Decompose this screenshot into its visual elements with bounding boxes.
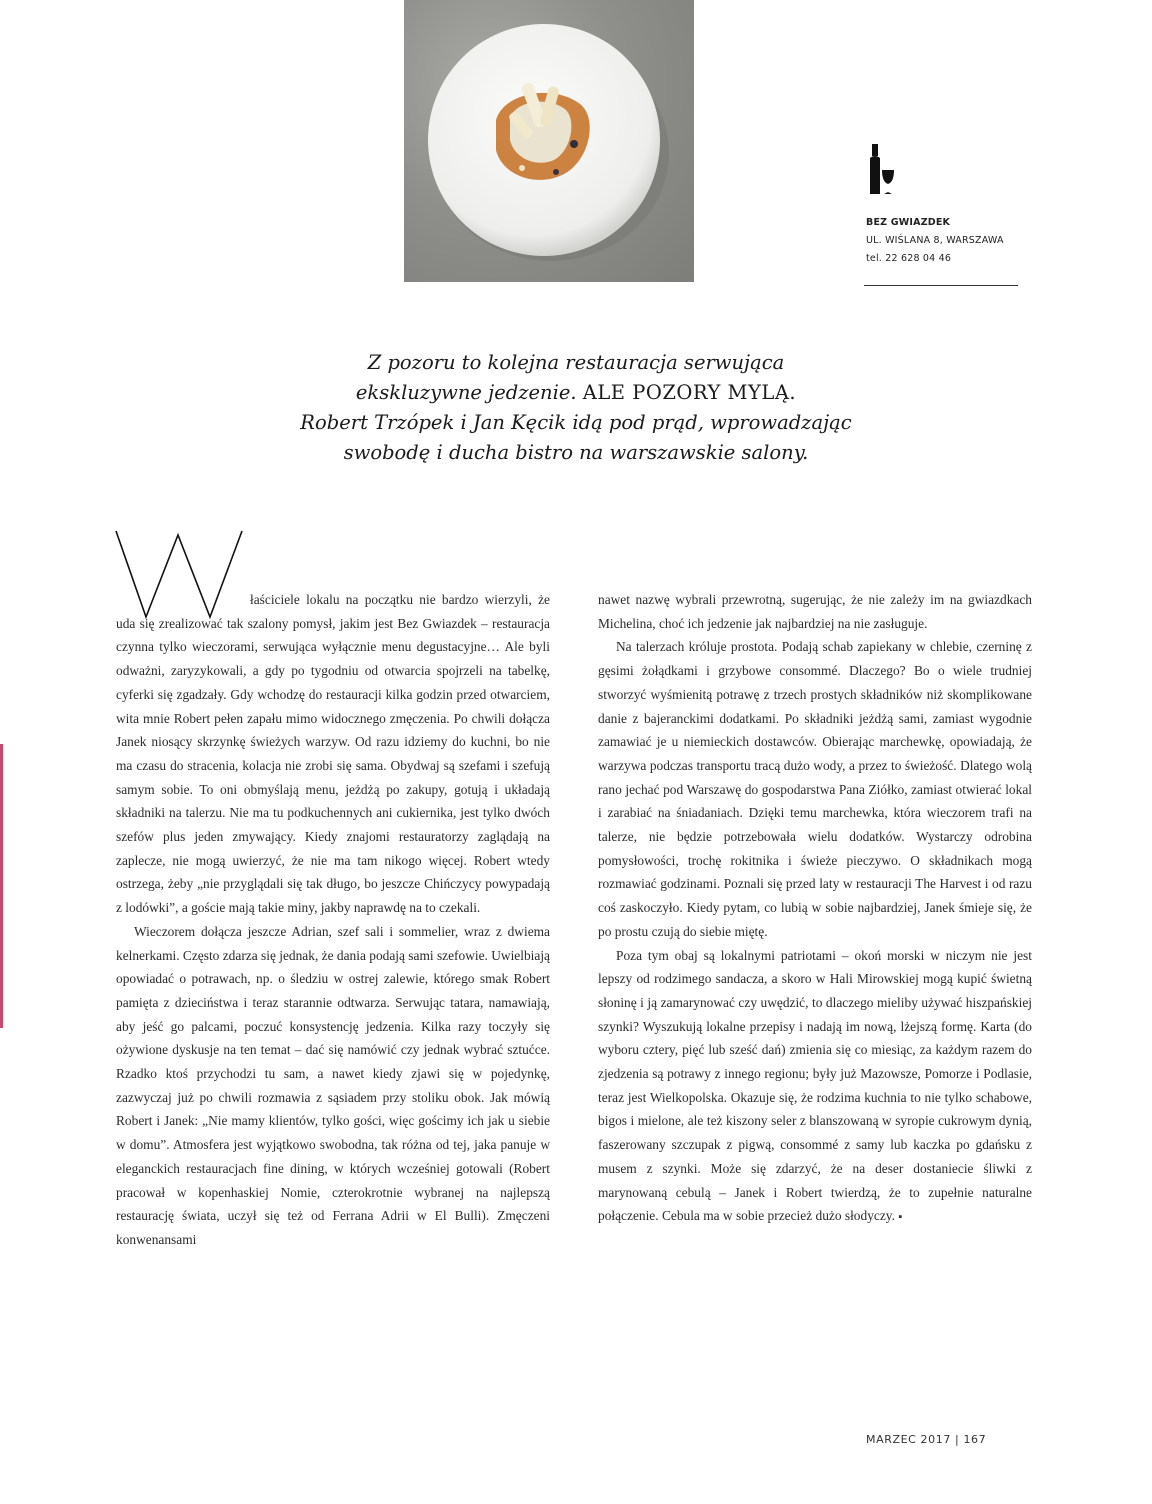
lead-line <box>230 378 922 408</box>
restaurant-name: BEZ GWIAZDEK <box>866 217 951 228</box>
article-paragraph: nawet nazwę wybrali przewrotną, sugerując, że nie zależy im na gwiazdkach Michelina, choć ich jedzenie jak najbardziej na nie zasługuje. <box>598 592 1032 631</box>
article-paragraph <box>598 944 1032 1230</box>
lead-line: Robert Trzópek i Jan Kęcik idą pod prąd, wprowadzając <box>300 411 852 434</box>
page-number: 167 <box>963 1433 987 1446</box>
issue-label: MARZEC 2017 <box>866 1433 951 1446</box>
lead-line: swobodę i ducha bistro na warszawskie salony. <box>343 441 809 464</box>
plate-illustration <box>404 0 694 282</box>
berry <box>519 165 525 171</box>
lead-line-part: ekskluzywne jedzenie. <box>355 381 577 404</box>
article-paragraph: Wieczorem dołącza jeszcze Adrian, szef sali i sommelier, wraz z dwiema kelnerkami. Często zdarza się jednak, że dania podają sami szefowie. Uwielbiają opowiadać o potrawach, np. o śledziu w ostrej zalewie, którego smak Robert pamięta z dzieciństwa i teraz starannie odtwarza. Serwując tatara, namawiają, aby jeść go palcami, poczuć konsystencję jedzenia. Kilka razy toczyły się ożywione dyskusje na ten temat – dać się namówić czy jednak wybrać sztućce. Rzadko ktoś przychodzi tu sam, a nawet kiedy zjawi się w pojedynkę, zazwyczaj już po chwili rozmawia z sąsiadem przy stoliku obok. Jak mówią Robert i Janek: „Nie mamy klientów, tylko gości, więc gościmy ich jak u siebie w domu”. Atmosfera jest wyjątkowo swobodna, tak różna od tej, jaka panuje w eleganckich restauracjach fine dining, w których wcześniej gotowali (Robert pracował w kopenhaskiej Nomie, czterokrotnie wybranej na najlepszą restaurację świata, uczył się też od Ferrana Adrii w El Bulli). Zmęczeni konwenansami <box>116 923 550 1247</box>
folio-separator: | <box>955 1433 960 1446</box>
page-edge-mark <box>0 744 3 1028</box>
dish-photo <box>404 0 694 282</box>
wine-bottle-glass-icon <box>866 144 896 196</box>
lead-line: Z pozoru to kolejna restauracja serwująca <box>367 351 785 374</box>
berry <box>553 169 559 175</box>
restaurant-phone: tel. 22 628 04 46 <box>866 253 952 264</box>
article-paragraph: łaściciele lokalu na początku nie bardzo wierzyli, że uda się zrealizować tak szalony pomysł, jakim jest Bez Gwiazdek – restauracja czynna tylko wieczorami, serwująca wyłącznie menu degustacyjne… Ale byli odważni, zaryzykowali, a gdy po tygodniu od otwarcia spojrzeli na tabelkę, cyferki się zgadzały. Gdy wchodzę do restauracji kilka godzin przed otwarciem, wita mnie Robert pełen zapału mimo widocznego zmęczenia. Po chwili dołącza Janek niosący skrzynkę świeżych warzyw. Od razu idziemy do kuchni, bo nie ma czasu do stracenia, kolacja nie zrobi się sama. Obydwaj są szefami i szefują samym sobie. To oni obmyślają menu, jeżdżą po zakupy, gotują i układają składniki na talerzu. Nie ma tu podkuchennych ani cukiernika, jest tylko dwóch szefów plus jeden zmywający. Kiedy znajomi restauratorzy zaglądają na zaplecze, nie mogą uwierzyć, że nie ma tam nikogo więcej. Robert wtedy ostrzega, żeby „nie przyglądali się tak długo, bo jeszcze Chińczycy powypadają z lodówki”, a goście mają takie miny, jakby naprawdę na to czekali. <box>116 592 550 916</box>
article-paragraph: Na talerzach króluje prostota. Podają schab zapiekany w chlebie, czerninę z gęsimi żołądkami i grzybowe consommé. Dlaczego? Bo o wiele trudniej stworzyć wyśmienitą potrawę z trzech prostych składników niż skomplikowane danie z bajeranckimi dodatkami. Po składniki jeżdżą sami, zamiast wygodnie zamawiać je u niemieckich dostawców. Obierając marchewkę, opowiadają, że warzywa podczas transportu tracą dużo wody, a przez to świeżość. Dlatego wolą rano jechać pod Warszawę do gospodarstwa Pana Ziółko, zamiast otwierać lokal i zarabiać na śniadaniach. Dzięki temu marchewka, która wieczorem trafi na talerze, nie będzie potrzebowała wielu dodatków. Wystarczy odrobina pomysłowości, trochę rokitnika i świeże pieczywo. O składnikach mogą rozmawiać godzinami. Poznali się przed laty w restauracji The Harvest i od razu coś zaskoczyło. Kiedy pytam, co lubią w sobie najbardziej, Janek śmieje się, że po prostu czują do siebie miętę. <box>598 639 1032 939</box>
lead-emphasis: ALE POZORY MYLĄ. <box>582 381 797 404</box>
restaurant-address: UL. WIŚLANA 8, WARSZAWA <box>866 235 1004 246</box>
article-paragraph-text: Poza tym obaj są lokalnymi patriotami – okoń morski w niczym nie jest lepszy od rodzimego sandacza, a skoro w Hali Mirowskiej mogą kupić świetną słoninę i ją zamarynować czy uwędzić, to dlaczego mieliby używać hiszpańskiej szynki? Wyszukują lokalne przepisy i nadają im nową, lżejszą formę. Karta (do wyboru cztery, pięć lub sześć dań) zmienia się co miesiąc, za każdym razem do zjedzenia są potrawy z innego regionu; były już Mazowsze, Pomorze i Podlasie, teraz jest Wielkopolska. Okazuje się, że rodzima kuchnia to nie tylko schabowe, bigos i mielone, ale też kiszony seler z blanszowaną w syropie cukrowym dynią, faszerowany szczupak z pigwą, consommé z samy lub kaczka po gdańsku z musem z szynki. Może się zdarzyć, że na deser dostaniecie śliwki z marynowaną cebulą – Janek i Robert twierdzą, że to zupełnie naturalne połączenie. Cebula ma w sobie przecież dużo słodyczy. <box>598 947 1032 1224</box>
lead-paragraph <box>230 348 922 468</box>
berry <box>570 140 578 148</box>
info-divider <box>864 285 1018 286</box>
page-footer <box>866 1433 1026 1446</box>
article-column-2 <box>598 588 1032 1230</box>
end-mark: ▪ <box>898 1211 903 1224</box>
restaurant-info <box>866 214 1026 268</box>
article-column-1 <box>116 588 550 1252</box>
